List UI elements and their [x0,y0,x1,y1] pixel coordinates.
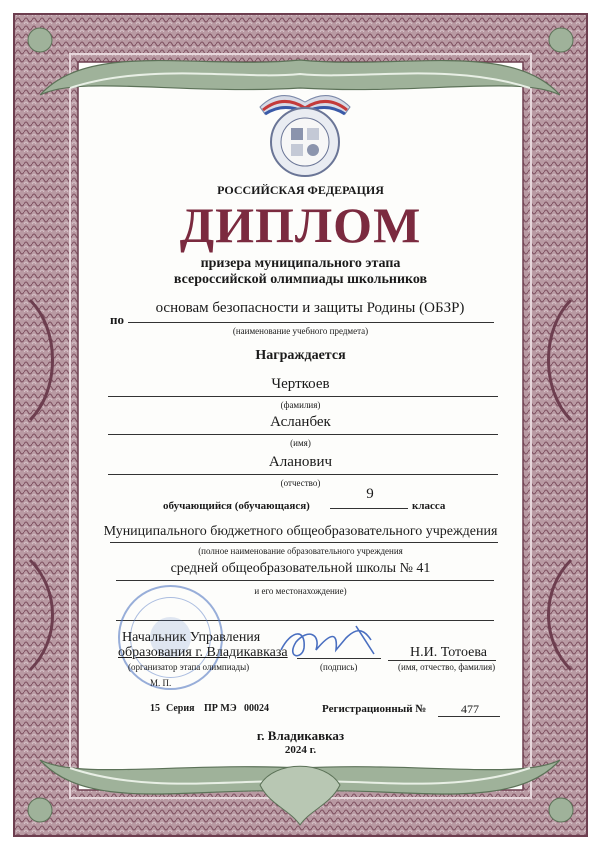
surname-caption: (фамилия) [280,400,321,410]
patronymic-underline [108,474,498,475]
signature-caption: (подпись) [320,662,358,672]
signer-underline [388,660,496,661]
name-underline [108,434,498,435]
subtitle-1: призера муниципального этапа [200,256,401,271]
patronymic-caption: (отчество) [280,478,321,488]
series-value: ПР МЭ [204,703,237,714]
olympiad-logo [255,82,355,182]
name-value: Асланбек [270,414,331,430]
registration-number: 477 [461,702,479,716]
grade-underline [330,508,408,509]
award-heading: Награждается [255,348,346,363]
signer-name-caption: (имя, отчество, фамилия) [398,662,496,672]
subject-prefix: по [110,312,124,327]
school-underline-1 [110,542,498,543]
grade-value: 9 [366,486,374,502]
serial-prefix: 15 [150,703,160,714]
registration-label: Регистрационный № [322,703,427,715]
year: 2024 г. [284,744,317,756]
position-line-1: Начальник Управления [122,630,261,645]
country-name: РОССИЙСКАЯ ФЕДЕРАЦИЯ [217,183,384,197]
name-caption: (имя) [290,438,311,448]
series-label: Серия [166,703,195,714]
signer-name: Н.И. Тотоева [410,645,487,660]
school-caption-1: (полное наименование образовательного учреждения [198,546,403,556]
school-line-1: Муниципального бюджетного общеобразовательного учреждения [103,524,498,539]
subject-value: основам безопасности и защиты Родины (ОБЗР) [155,300,465,316]
patronymic-value: Аланович [268,454,333,470]
surname-value: Черткоев [271,376,330,392]
city: г. Владикавказ [256,728,345,743]
position-line-2: образования г. Владикавказа [118,645,288,660]
diploma-title: ДИПЛОМ [179,197,422,253]
subtitle-2: всероссийской олимпиады школьников [173,272,428,287]
registration-underline [438,716,500,717]
school-line-2: средней общеобразовательной школы № 41 [170,561,431,576]
school-caption-2: и его местонахождение) [254,586,347,596]
serial-number: 00024 [244,703,269,714]
seal-label: М. П. [150,678,172,688]
subject-underline [128,322,494,323]
student-label: обучающийся (обучающаяся) [163,500,310,512]
signature-underline [297,658,381,659]
organizer-caption: (организатор этапа олимпиады) [128,662,250,672]
surname-underline [108,396,498,397]
school-underline-2 [116,580,494,581]
grade-label: класса [412,500,446,512]
subject-caption: (наименование учебного предмета) [232,326,369,336]
